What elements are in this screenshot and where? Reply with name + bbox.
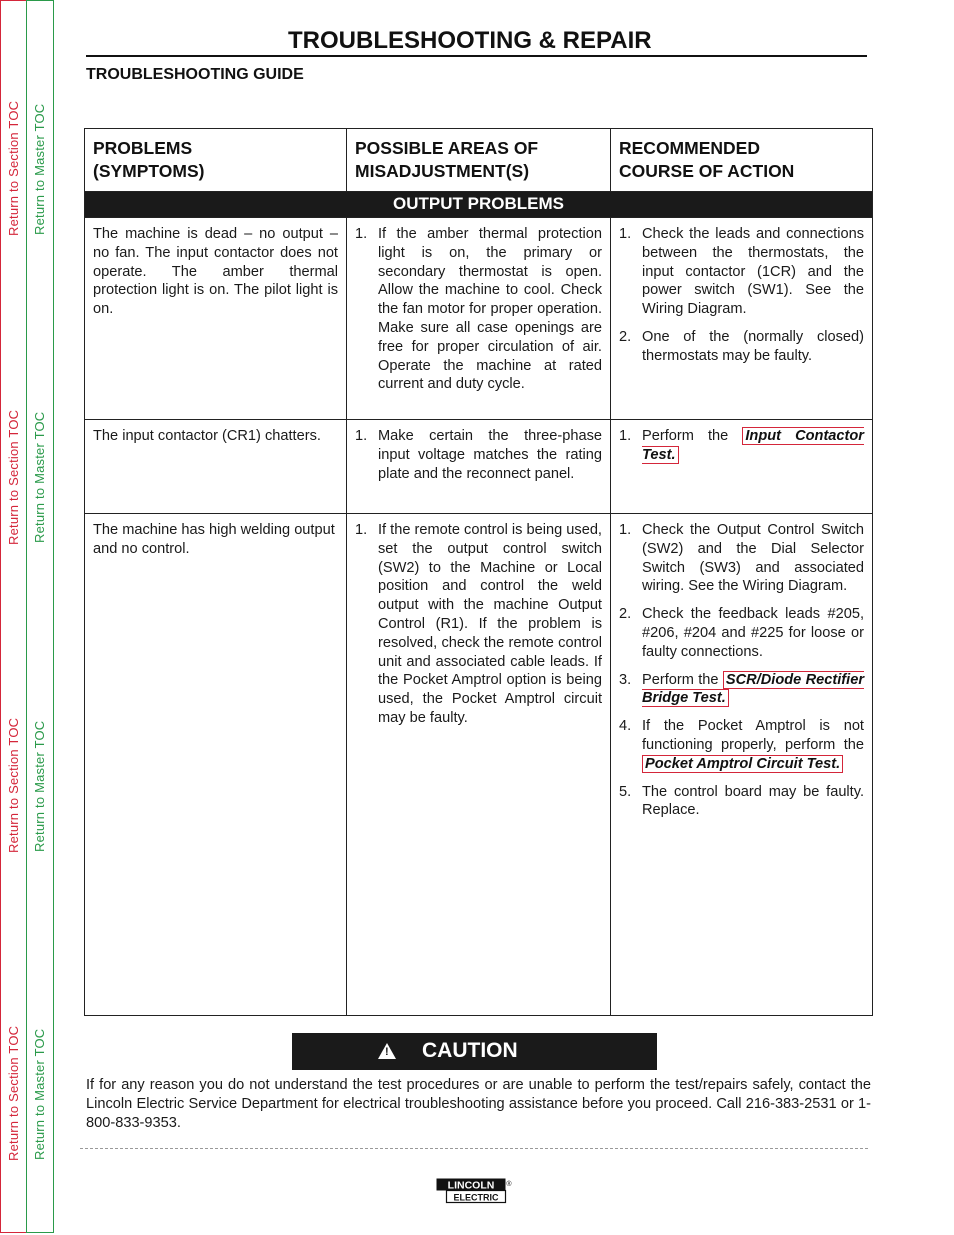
problem-cell: The input contactor (CR1) chatters. bbox=[85, 420, 347, 514]
step-text: Perform the bbox=[642, 671, 723, 688]
step-number: 5. bbox=[619, 783, 632, 800]
logo-bottom-text: ELECTRIC bbox=[453, 1192, 499, 1203]
step-text: If the remote control is being used, set the output control switch (SW2) to the Machine or Local position and control the weld output with the machine Output Control (R1). If the problem is resolved, check the remote control unit and associated cable leads. If the Pocket Amptrol option is being used, the Pocket Amptrol circuit may be faulty. bbox=[378, 522, 602, 726]
causes-cell bbox=[347, 420, 611, 514]
step-number: 1. bbox=[619, 226, 632, 242]
step-number: 1. bbox=[355, 226, 368, 242]
list-item bbox=[619, 717, 864, 773]
return-master-toc-link-4[interactable]: Return to Master TOC bbox=[32, 1028, 47, 1160]
step-text: If the Pocket Amptrol is not functioning properly, perform the bbox=[642, 718, 864, 753]
page-title: TROUBLESHOOTING & REPAIR bbox=[288, 27, 652, 54]
warning-triangle-icon: ! bbox=[378, 1043, 396, 1059]
actions-cell bbox=[611, 218, 873, 420]
return-section-toc-link-1[interactable]: Return to Section TOC bbox=[6, 100, 21, 236]
list-item bbox=[619, 783, 864, 821]
list-item bbox=[619, 328, 864, 366]
section-heading: TROUBLESHOOTING GUIDE bbox=[86, 66, 304, 83]
header-course-of-action bbox=[611, 129, 873, 192]
step-text: Check the Output Control Switch (SW2) and the Dial Selector Switch (SW3) and associated wiring. See the Wiring Diagram. bbox=[642, 522, 864, 595]
caution-label: CAUTION bbox=[422, 1039, 518, 1062]
return-section-toc-link-3[interactable]: Return to Section TOC bbox=[6, 717, 21, 853]
problem-cell: The machine has high welding output and no control. bbox=[85, 514, 347, 1016]
caution-text: If for any reason you do not understand the test procedures or are unable to perform the test/repairs safely, contact the Lincoln Electric Service Department for electrical troubleshooting assistance before you proceed. Call 216-383-2531 or 1-800-833-9353. bbox=[86, 1077, 871, 1131]
step-text: The control board may be faulty. Replace. bbox=[642, 783, 864, 819]
logo-top-text: LINCOLN bbox=[447, 1179, 495, 1192]
step-number: 1. bbox=[619, 522, 632, 538]
problem-cell: The machine is dead – no output – no fan. The input contactor does not operate. The amber thermal protection light is on. The pilot light is on. bbox=[85, 218, 347, 420]
list-item bbox=[619, 521, 864, 596]
header-misadjustments-line2: MISADJUSTMENT(S) bbox=[355, 161, 530, 181]
step-number: 1. bbox=[355, 428, 368, 444]
list-item bbox=[355, 521, 602, 728]
step-text: Perform the bbox=[642, 428, 743, 444]
return-section-toc-link-4[interactable]: Return to Section TOC bbox=[6, 1025, 21, 1161]
step-text: Check the feedback leads #205, #206, #204 and #225 for loose or faulty connections. bbox=[642, 606, 864, 660]
causes-cell bbox=[347, 514, 611, 1016]
step-text: Check the leads and connections between the thermostats, the input contactor (1CR) and the power switch (SW1). See the Wiring Diagram. bbox=[642, 226, 864, 318]
causes-cell bbox=[347, 218, 611, 420]
step-number: 4. bbox=[619, 718, 632, 735]
input-contactor-test-link[interactable]: Input Contactor Test. bbox=[642, 428, 864, 463]
table-row bbox=[85, 514, 873, 1016]
lincoln-electric-logo bbox=[436, 1178, 513, 1204]
pocket-amptrol-circuit-test-link[interactable]: Pocket Amptrol Circuit Test. bbox=[642, 755, 843, 773]
header-action-line1: RECOMMENDED bbox=[619, 138, 760, 158]
step-number: 1. bbox=[355, 522, 368, 538]
title-rule bbox=[86, 55, 867, 57]
footer-divider bbox=[80, 1148, 868, 1149]
actions-cell bbox=[611, 514, 873, 1016]
return-section-toc-link-2[interactable]: Return to Section TOC bbox=[6, 409, 21, 545]
step-number: 1. bbox=[619, 428, 632, 444]
step-text: If the amber thermal protection light is on, the primary or secondary thermostat is open. Allow the machine to cool. Check the fan motor for proper operation. Make sure all case openings are free for proper circulation of air. Operate the machine at rated current and duty cycle. bbox=[378, 226, 602, 393]
header-problems-line1: PROBLEMS bbox=[93, 138, 193, 158]
return-master-toc-link-3[interactable]: Return to Master TOC bbox=[32, 720, 47, 852]
table-header-row bbox=[85, 129, 873, 192]
step-number: 2. bbox=[619, 606, 632, 623]
list-item bbox=[619, 605, 864, 661]
step-number: 2. bbox=[619, 328, 632, 345]
return-master-toc-link-1[interactable]: Return to Master TOC bbox=[32, 103, 47, 235]
actions-cell bbox=[611, 420, 873, 514]
step-text: One of the (normally closed) thermostats may be faulty. bbox=[642, 328, 864, 364]
table-row bbox=[85, 420, 873, 514]
header-problems-line2: (SYMPTOMS) bbox=[93, 161, 205, 181]
step-number: 3. bbox=[619, 671, 632, 688]
list-item bbox=[619, 427, 864, 465]
list-item bbox=[619, 671, 864, 709]
list-item bbox=[355, 427, 602, 483]
header-action-line2: COURSE OF ACTION bbox=[619, 161, 795, 181]
step-text: Make certain the three-phase input voltage matches the rating plate and the reconnect panel. bbox=[378, 428, 602, 482]
output-problems-band: OUTPUT PROBLEMS bbox=[85, 192, 873, 218]
return-master-toc-link-2[interactable]: Return to Master TOC bbox=[32, 411, 47, 543]
header-misadjustments bbox=[347, 129, 611, 192]
list-item bbox=[619, 225, 864, 319]
troubleshooting-table bbox=[84, 128, 873, 1016]
caution-banner bbox=[292, 1033, 657, 1070]
list-item bbox=[355, 225, 602, 394]
header-misadjustments-line1: POSSIBLE AREAS OF bbox=[355, 138, 539, 158]
logo-registered-mark: ® bbox=[506, 1181, 512, 1188]
header-problems bbox=[85, 129, 347, 192]
scr-diode-rectifier-bridge-test-link[interactable]: SCR/Diode Rectifier Bridge Test. bbox=[642, 671, 864, 707]
table-row bbox=[85, 218, 873, 420]
